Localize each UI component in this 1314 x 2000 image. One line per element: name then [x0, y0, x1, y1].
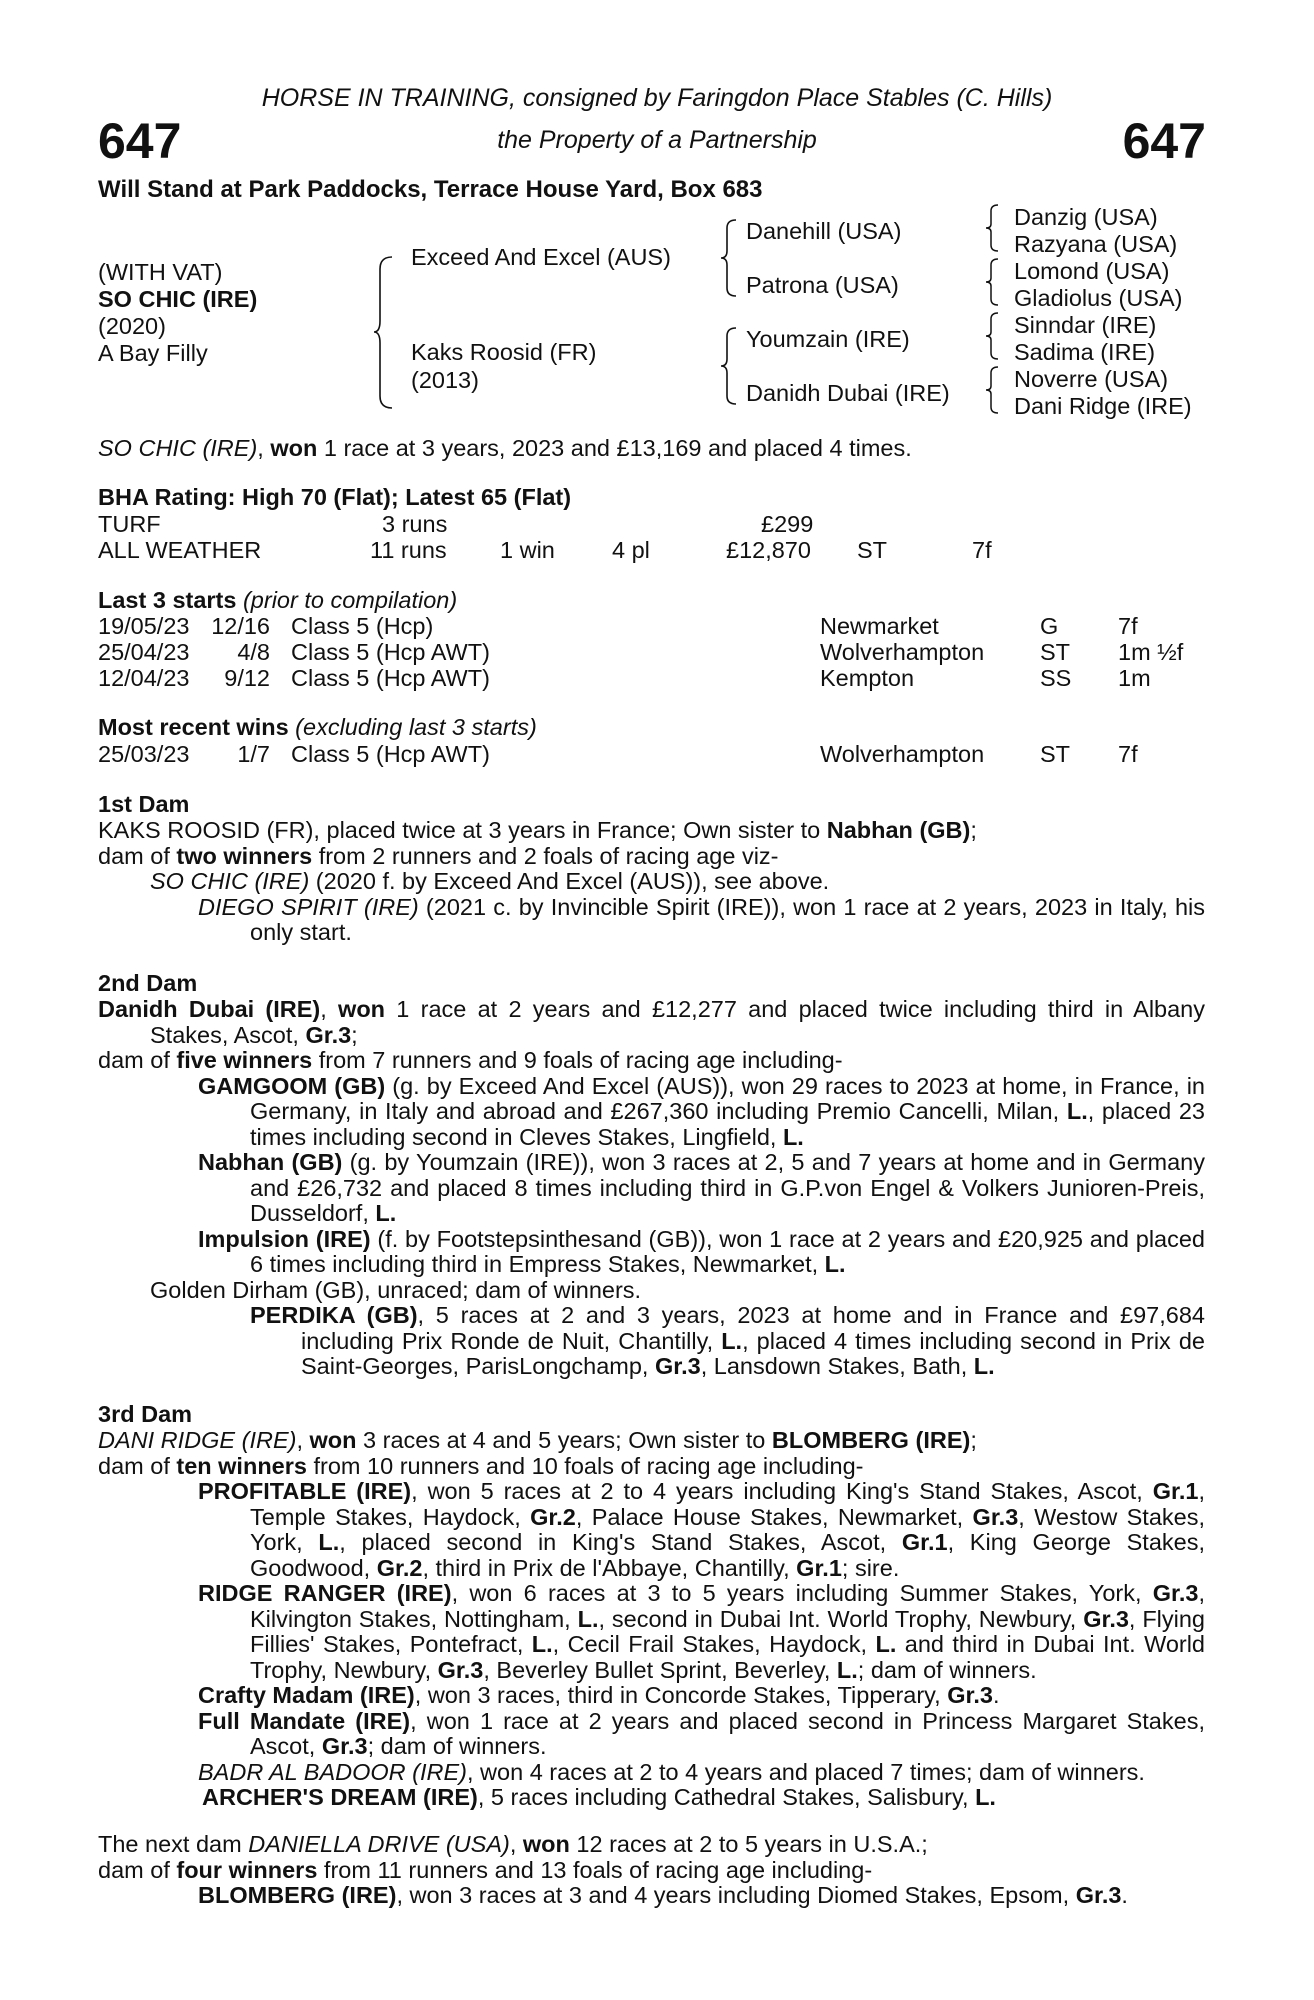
start-going: ST — [1040, 639, 1071, 665]
start-position: 9/12 — [224, 665, 270, 691]
second-dam-text — [98, 997, 1205, 1380]
last3-note: (prior to compilation) — [236, 587, 458, 613]
placed: 4 pl — [612, 537, 650, 563]
third-dam-heading: 3rd Dam — [98, 1401, 193, 1427]
win-position: 1/7 — [237, 741, 270, 767]
start-date: 12/04/23 — [98, 665, 190, 691]
last3-heading — [98, 588, 457, 614]
second-dam-heading: 2nd Dam — [98, 970, 198, 996]
win-date: 25/03/23 — [98, 741, 190, 767]
gamgoom-entry: GAMGOOM (GB) (g. by Exceed And Excel (AUS)), won 29 races to 2023 at home, in France, in Germany, in Italy and abroad and £267,360 including Premio Cancelli, Milan, L., placed 23 times including second in Cleves Stakes, Lingfield, L. — [198, 1072, 1206, 1150]
sire-dam: Patrona (USA) — [746, 272, 899, 298]
recent-title: Most recent wins — [98, 714, 289, 740]
nabhan-entry: Nabhan (GB) (g. by Youmzain (IRE)), won 3 races at 2, 5 and 7 years at home and in Germany and £26,732 and placed 8 times including third in G.P.von Engel & Volkers Junioren-Preis, Dusseldorf, L. — [198, 1149, 1206, 1226]
runs: 11 runs — [370, 537, 447, 563]
third-dam-text — [98, 1428, 1205, 1811]
gg-dam-2: Gladiolus (USA) — [1014, 285, 1183, 311]
property-line: the Property of a Partnership — [497, 126, 817, 154]
pedigree-brace-3c — [984, 311, 1000, 361]
horse-year: (2020) — [98, 313, 166, 339]
crafty-madam-entry: Crafty Madam (IRE), won 3 races, third in Concorde Stakes, Tipperary, Gr.3. — [198, 1682, 1000, 1708]
dam-name: Kaks Roosid (FR) — [411, 339, 597, 365]
prize: £299 — [761, 511, 814, 537]
next-dam-line2: dam of four winners from 11 runners and 13 foals of racing age including- — [98, 1856, 873, 1883]
pedigree-brace-1 — [372, 255, 394, 410]
stand-location: Will Stand at Park Paddocks, Terrace House Yard, Box 683 — [98, 176, 763, 203]
consignor-line: HORSE IN TRAINING, consigned by Faringdon Place Stables (C. Hills) — [261, 84, 1053, 112]
start-course: Wolverhampton — [820, 639, 985, 665]
sire-sire: Danehill (USA) — [746, 218, 902, 244]
dam1-line2: dam of two winners from 2 runners and 2 foals of racing age viz- — [98, 842, 779, 869]
dam2-line2: dam of five winners from 7 runners and 9 foals of racing age including- — [98, 1047, 843, 1073]
dam3-line2: dam of ten winners from 10 runners and 10 foals of racing age including- — [98, 1452, 864, 1479]
start-position: 12/16 — [211, 613, 270, 639]
pedigree-brace-3a — [984, 203, 1000, 253]
going: ST — [857, 537, 888, 563]
summary-won: won — [270, 435, 318, 461]
lot-number-left: 647 — [98, 113, 182, 169]
gg-sire-2: Lomond (USA) — [1014, 258, 1170, 284]
dam1-foal-2: DIEGO SPIRIT (IRE) (2021 c. by Invincible Spirit (IRE)), won 1 race at 2 years, 2023 in Italy, his only start. — [198, 893, 1205, 945]
archers-dream-entry: ARCHER'S DREAM (IRE), 5 races including Cathedral Stakes, Salisbury, L. — [202, 1784, 996, 1810]
distance: 7f — [972, 537, 992, 563]
sire-name: Exceed And Excel (AUS) — [411, 244, 671, 270]
last3-title: Last 3 starts — [98, 587, 237, 613]
golden-dirham-entry: Golden Dirham (GB), unraced; dam of winners. — [150, 1276, 642, 1303]
recent-wins-heading — [98, 715, 537, 741]
dam1-line1: KAKS ROOSID (FR), placed twice at 3 years in France; Own sister to Nabhan (GB); — [98, 817, 977, 843]
race-summary: SO CHIC (IRE), won 1 race at 3 years, 2023 and £13,169 and placed 4 times. — [98, 435, 912, 461]
start-distance: 1m ½f — [1118, 639, 1184, 665]
start-date: 19/05/23 — [98, 613, 190, 639]
start-class: Class 5 (Hcp AWT) — [291, 639, 490, 665]
horse-name: SO CHIC (IRE) — [98, 286, 258, 312]
ridge-ranger-entry: RIDGE RANGER (IRE), won 6 races at 3 to 5 years including Summer Stakes, York, Gr.3, Kilvington Stakes, Nottingham, L., second in Dubai Int. World Trophy, Newbury, Gr.3, Flying Fillies' Stakes, Pontefract, L., Cecil Frail Stakes, Haydock, L. and third in Dubai Int. World Trophy, Newbury, Gr.3, Beverley Bullet Sprint, Beverley, L.; dam of winners. — [198, 1580, 1206, 1683]
summary-text: 1 race at 3 years, 2023 and £13,169 and placed 4 times. — [317, 435, 912, 461]
dam-year: (2013) — [411, 367, 479, 393]
pedigree-brace-3b — [984, 257, 1000, 307]
next-dam-text — [98, 1832, 1205, 1909]
start-going: G — [1040, 613, 1059, 639]
win-class: Class 5 (Hcp AWT) — [291, 741, 490, 767]
pedigree-brace-2b — [718, 326, 738, 406]
perdika-entry: PERDIKA (GB), 5 races at 2 and 3 years, 2023 at home and in France and £97,684 including Prix Ronde de Nuit, Chantilly, L., placed 4 times including second in Prix de Saint-Georges, ParisLongchamp, Gr.3, Lansdown Stakes, Bath, L. — [250, 1302, 1205, 1379]
gg-dam-3: Sadima (IRE) — [1014, 339, 1156, 365]
start-going: SS — [1040, 665, 1072, 691]
surface: TURF — [98, 511, 161, 537]
wins: 1 win — [500, 537, 555, 563]
win-course: Wolverhampton — [820, 741, 985, 767]
gg-sire-3: Sinndar (IRE) — [1014, 312, 1157, 338]
profitable-entry: PROFITABLE (IRE), won 5 races at 2 to 4 years including King's Stand Stakes, Ascot, Gr.1, Temple Stakes, Haydock, Gr.2, Palace House Stakes, Newmarket, Gr.3, Westow Stakes, York, L., placed second in King's Stand Stakes, Ascot, Gr.1, King George Stakes, Goodwood, Gr.2, third in Prix de l'Abbaye, Chantilly, Gr.1; sire. — [198, 1478, 1206, 1581]
full-mandate-entry: Full Mandate (IRE), won 1 race at 2 years and placed second in Princess Margaret Stakes, Ascot, Gr.3; dam of winners. — [198, 1707, 1205, 1759]
gg-dam-1: Razyana (USA) — [1014, 231, 1178, 257]
next-dam-line1: The next dam DANIELLA DRIVE (USA), won 12 races at 2 to 5 years in U.S.A.; — [98, 1831, 928, 1857]
start-class: Class 5 (Hcp) — [291, 613, 434, 639]
gg-sire-4: Noverre (USA) — [1014, 366, 1169, 392]
summary-horse-name: SO CHIC (IRE) — [98, 435, 258, 461]
pedigree-brace-2a — [718, 218, 738, 298]
dam-dam: Danidh Dubai (IRE) — [746, 380, 950, 406]
start-course: Kempton — [820, 665, 915, 691]
first-dam-text — [98, 818, 1205, 946]
start-position: 4/8 — [237, 639, 270, 665]
first-dam-heading: 1st Dam — [98, 791, 190, 817]
win-going: ST — [1040, 741, 1071, 767]
start-distance: 7f — [1118, 613, 1138, 639]
pedigree-brace-3d — [984, 365, 1000, 415]
horse-description: A Bay Filly — [98, 340, 208, 366]
gg-sire-1: Danzig (USA) — [1014, 204, 1158, 230]
dam-sire: Youmzain (IRE) — [746, 326, 910, 352]
start-distance: 1m — [1118, 665, 1151, 691]
impulsion-entry: Impulsion (IRE) (f. by Footstepsinthesand (GB)), won 1 race at 2 years and £20,925 and placed 6 times including third in Empress Stakes, Newmarket, L. — [198, 1225, 1206, 1277]
dam1-foal-1: SO CHIC (IRE) (2020 f. by Exceed And Excel (AUS)), see above. — [150, 868, 830, 894]
gg-dam-4: Dani Ridge (IRE) — [1014, 393, 1192, 419]
start-class: Class 5 (Hcp AWT) — [291, 665, 490, 691]
surface: ALL WEATHER — [98, 537, 262, 563]
recent-note: (excluding last 3 starts) — [288, 714, 537, 740]
start-course: Newmarket — [820, 613, 939, 639]
start-date: 25/04/23 — [98, 639, 190, 665]
badr-al-badoor-entry: BADR AL BADOOR (IRE), won 4 races at 2 to 4 years and placed 7 times; dam of winners. — [198, 1758, 1145, 1785]
dam3-line1: DANI RIDGE (IRE), won 3 races at 4 and 5 years; Own sister to BLOMBERG (IRE); — [98, 1427, 977, 1453]
win-distance: 7f — [1118, 741, 1138, 767]
runs: 3 runs — [382, 511, 448, 537]
prize: £12,870 — [726, 537, 811, 563]
blomberg-entry: BLOMBERG (IRE), won 3 races at 3 and 4 years including Diomed Stakes, Epsom, Gr.3. — [198, 1882, 1128, 1908]
lot-number-right: 647 — [1122, 113, 1206, 169]
vat-label: (WITH VAT) — [98, 259, 223, 285]
dam2-line1: Danidh Dubai (IRE), won 1 race at 2 years and £12,277 and placed twice including third in Albany Stakes, Ascot, Gr.3; — [98, 996, 1206, 1048]
bha-rating-heading: BHA Rating: High 70 (Flat); Latest 65 (Flat) — [98, 484, 572, 510]
